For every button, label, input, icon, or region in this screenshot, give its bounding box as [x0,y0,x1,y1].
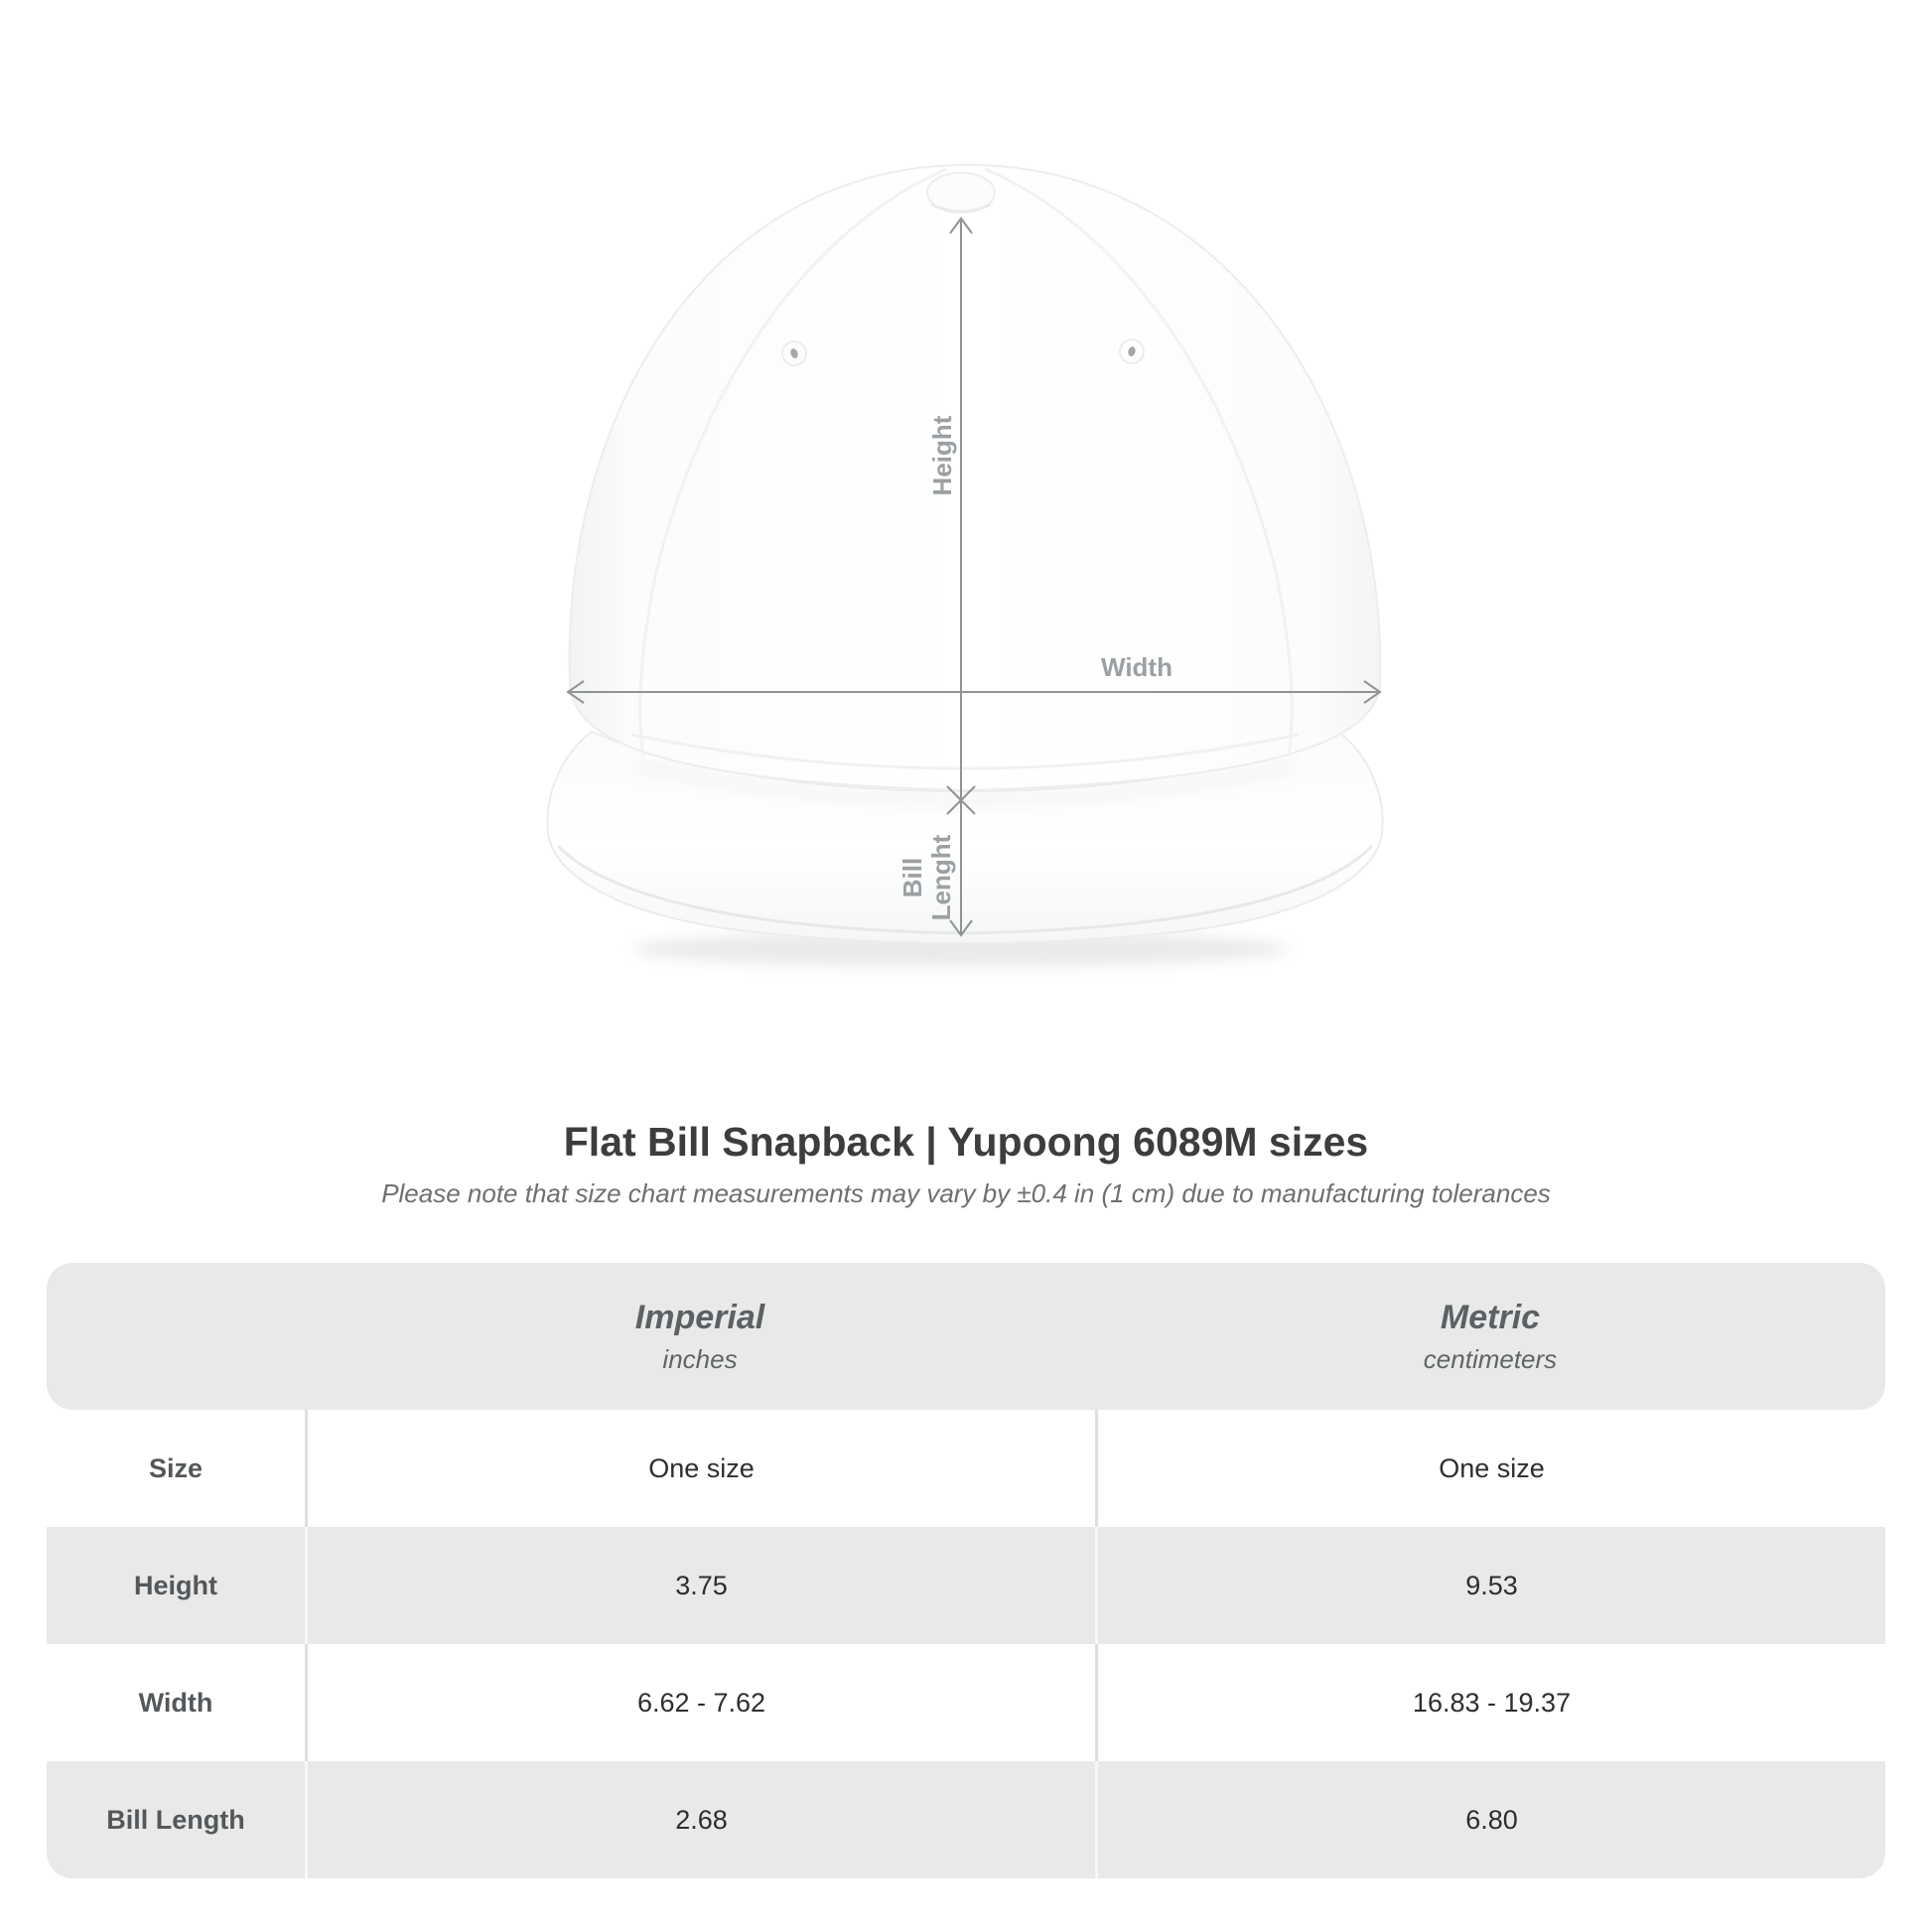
eyelet-left-icon [782,342,806,365]
size-table [47,1263,1885,1878]
hat-button [927,173,995,212]
title-block [0,1118,1932,1209]
imperial-label: Imperial [634,1298,765,1336]
hat-crown [570,165,1381,790]
cell-imperial: 2.68 [305,1761,1095,1878]
cell-metric: 16.83 - 19.37 [1095,1644,1885,1761]
height-label: Height [927,415,957,496]
bill-length-label-line2: Lenght [926,834,956,921]
table-row-bill-length [47,1761,1885,1878]
size-table-header [47,1263,1885,1410]
table-row-width [47,1644,1885,1761]
row-label: Width [138,1687,213,1718]
width-label: Width [1101,652,1173,682]
metric-column-header [1095,1299,1885,1375]
page-title: Flat Bill Snapback | Yupoong 6089M sizes [563,1119,1369,1165]
row-label: Bill Length [47,1761,305,1878]
table-row-size [47,1410,1885,1527]
metric-unit: centimeters [1423,1343,1558,1374]
cell-imperial: 3.75 [305,1527,1095,1644]
bill-length-label-line1: Bill [897,857,927,898]
tolerance-note: Please note that size chart measurements may vary by ±0.4 in (1 cm) due to manufacturing tolerances [381,1178,1551,1209]
row-label: Height [47,1527,305,1644]
eyelet-right-icon [1120,340,1144,363]
cell-imperial: 6.62 - 7.62 [305,1644,1095,1761]
cell-metric: 9.53 [1095,1527,1885,1644]
row-label: Size [148,1452,204,1483]
table-row-height [47,1527,1885,1644]
imperial-unit: inches [662,1343,738,1374]
cell-metric: 6.80 [1095,1761,1885,1878]
cell-metric: One size [1095,1410,1885,1527]
cell-imperial: One size [305,1410,1095,1527]
metric-label: Metric [1440,1298,1541,1336]
imperial-column-header [305,1299,1095,1375]
